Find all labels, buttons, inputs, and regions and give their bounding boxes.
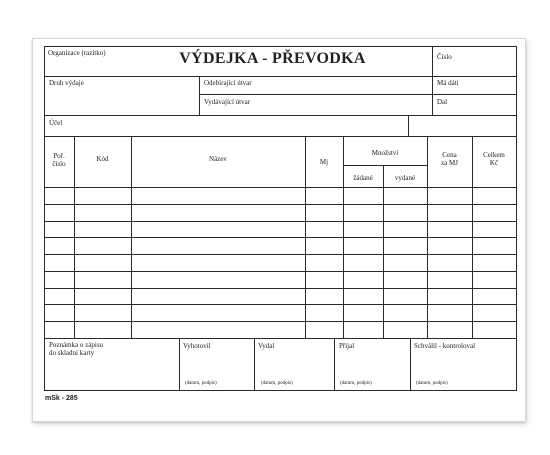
col-header-celkem-line2: Kč [489, 159, 499, 168]
footer-vline-3 [334, 338, 335, 390]
table-row-line [44, 321, 517, 322]
table-row-line [44, 254, 517, 255]
header-vline-druh [199, 76, 200, 115]
ma-dati-label: Má dáti [437, 79, 459, 87]
poznamka-line2: do skladní karty [49, 349, 95, 358]
header-vline-cislo [432, 46, 433, 115]
frame-bottom [44, 390, 517, 391]
cislo-label: Číslo [437, 53, 452, 61]
organizace-label: Organizace (razítko) [48, 49, 106, 57]
header-line-2 [199, 94, 517, 95]
col-header-mj: Mj [319, 158, 329, 166]
prijal-label: Přijal [339, 342, 355, 350]
col-header-kod: Kód [96, 155, 109, 163]
schvalil-label: Schválil - kontroloval [414, 342, 476, 350]
col-header-celkem [472, 151, 516, 167]
footer-vline-4 [410, 338, 411, 390]
sign-note-prijal: (datum, podpis) [340, 381, 372, 386]
col-header-vydane: vydané [394, 174, 416, 182]
vydal-label: Vydal [258, 342, 275, 350]
sign-note-vydal: (datum, podpis) [261, 381, 293, 386]
col-header-por [44, 152, 74, 168]
frame-left [44, 46, 45, 391]
frame-right [516, 46, 517, 391]
col-header-zadane: žádané [353, 174, 373, 182]
col-header-mnozstvi: Množství [371, 149, 399, 157]
table-row-line [44, 221, 517, 222]
table-row-line [44, 271, 517, 272]
table-row-line [44, 237, 517, 238]
mnozstvi-subline [343, 165, 427, 166]
col-header-cena-line2: za MJ [441, 159, 458, 168]
col-header-cena-line1: Cena [442, 151, 457, 159]
footer-vline-2 [254, 338, 255, 390]
dal-label: Dal [437, 98, 448, 106]
sign-note-vyhotovil: (datum, podpis) [185, 381, 217, 386]
col-line-vydane [383, 165, 384, 338]
vydavajici-utvar-label: Vydávající útvar [204, 98, 251, 106]
table-row-line [44, 204, 517, 205]
header-vline-ucel [408, 115, 409, 136]
poznamka-label [49, 341, 103, 357]
form-code: mSk - 285 [45, 395, 78, 402]
col-header-por-line2: číslo [52, 160, 66, 169]
sign-note-schvalil: (datum, podpis) [416, 381, 448, 386]
col-header-celkem-line1: Celkem [483, 151, 505, 159]
odebirajici-utvar-label: Odebírající útvar [204, 79, 252, 87]
table-row-line [44, 288, 517, 289]
form-title: VÝDEJKA - PŘEVODKA [179, 50, 366, 67]
frame-top [44, 46, 517, 47]
form-sheet [32, 38, 526, 422]
table-row-line [44, 304, 517, 305]
druh-vydeje-label: Druh výdaje [49, 79, 84, 87]
poznamka-line1: Poznámka o zápisu [49, 341, 104, 349]
header-line-4 [44, 136, 517, 137]
table-header-bottom [44, 187, 517, 188]
ucel-label: Účel [49, 119, 63, 127]
col-header-por-line1: Poř. [53, 152, 65, 160]
footer-top-line [44, 338, 517, 339]
vyhotovil-label: Vyhotovil [183, 342, 211, 350]
col-header-nazev: Název [209, 155, 227, 163]
footer-vline-1 [179, 338, 180, 390]
col-header-cena [427, 151, 472, 167]
header-line-3 [44, 115, 517, 116]
header-line-1 [44, 76, 517, 77]
